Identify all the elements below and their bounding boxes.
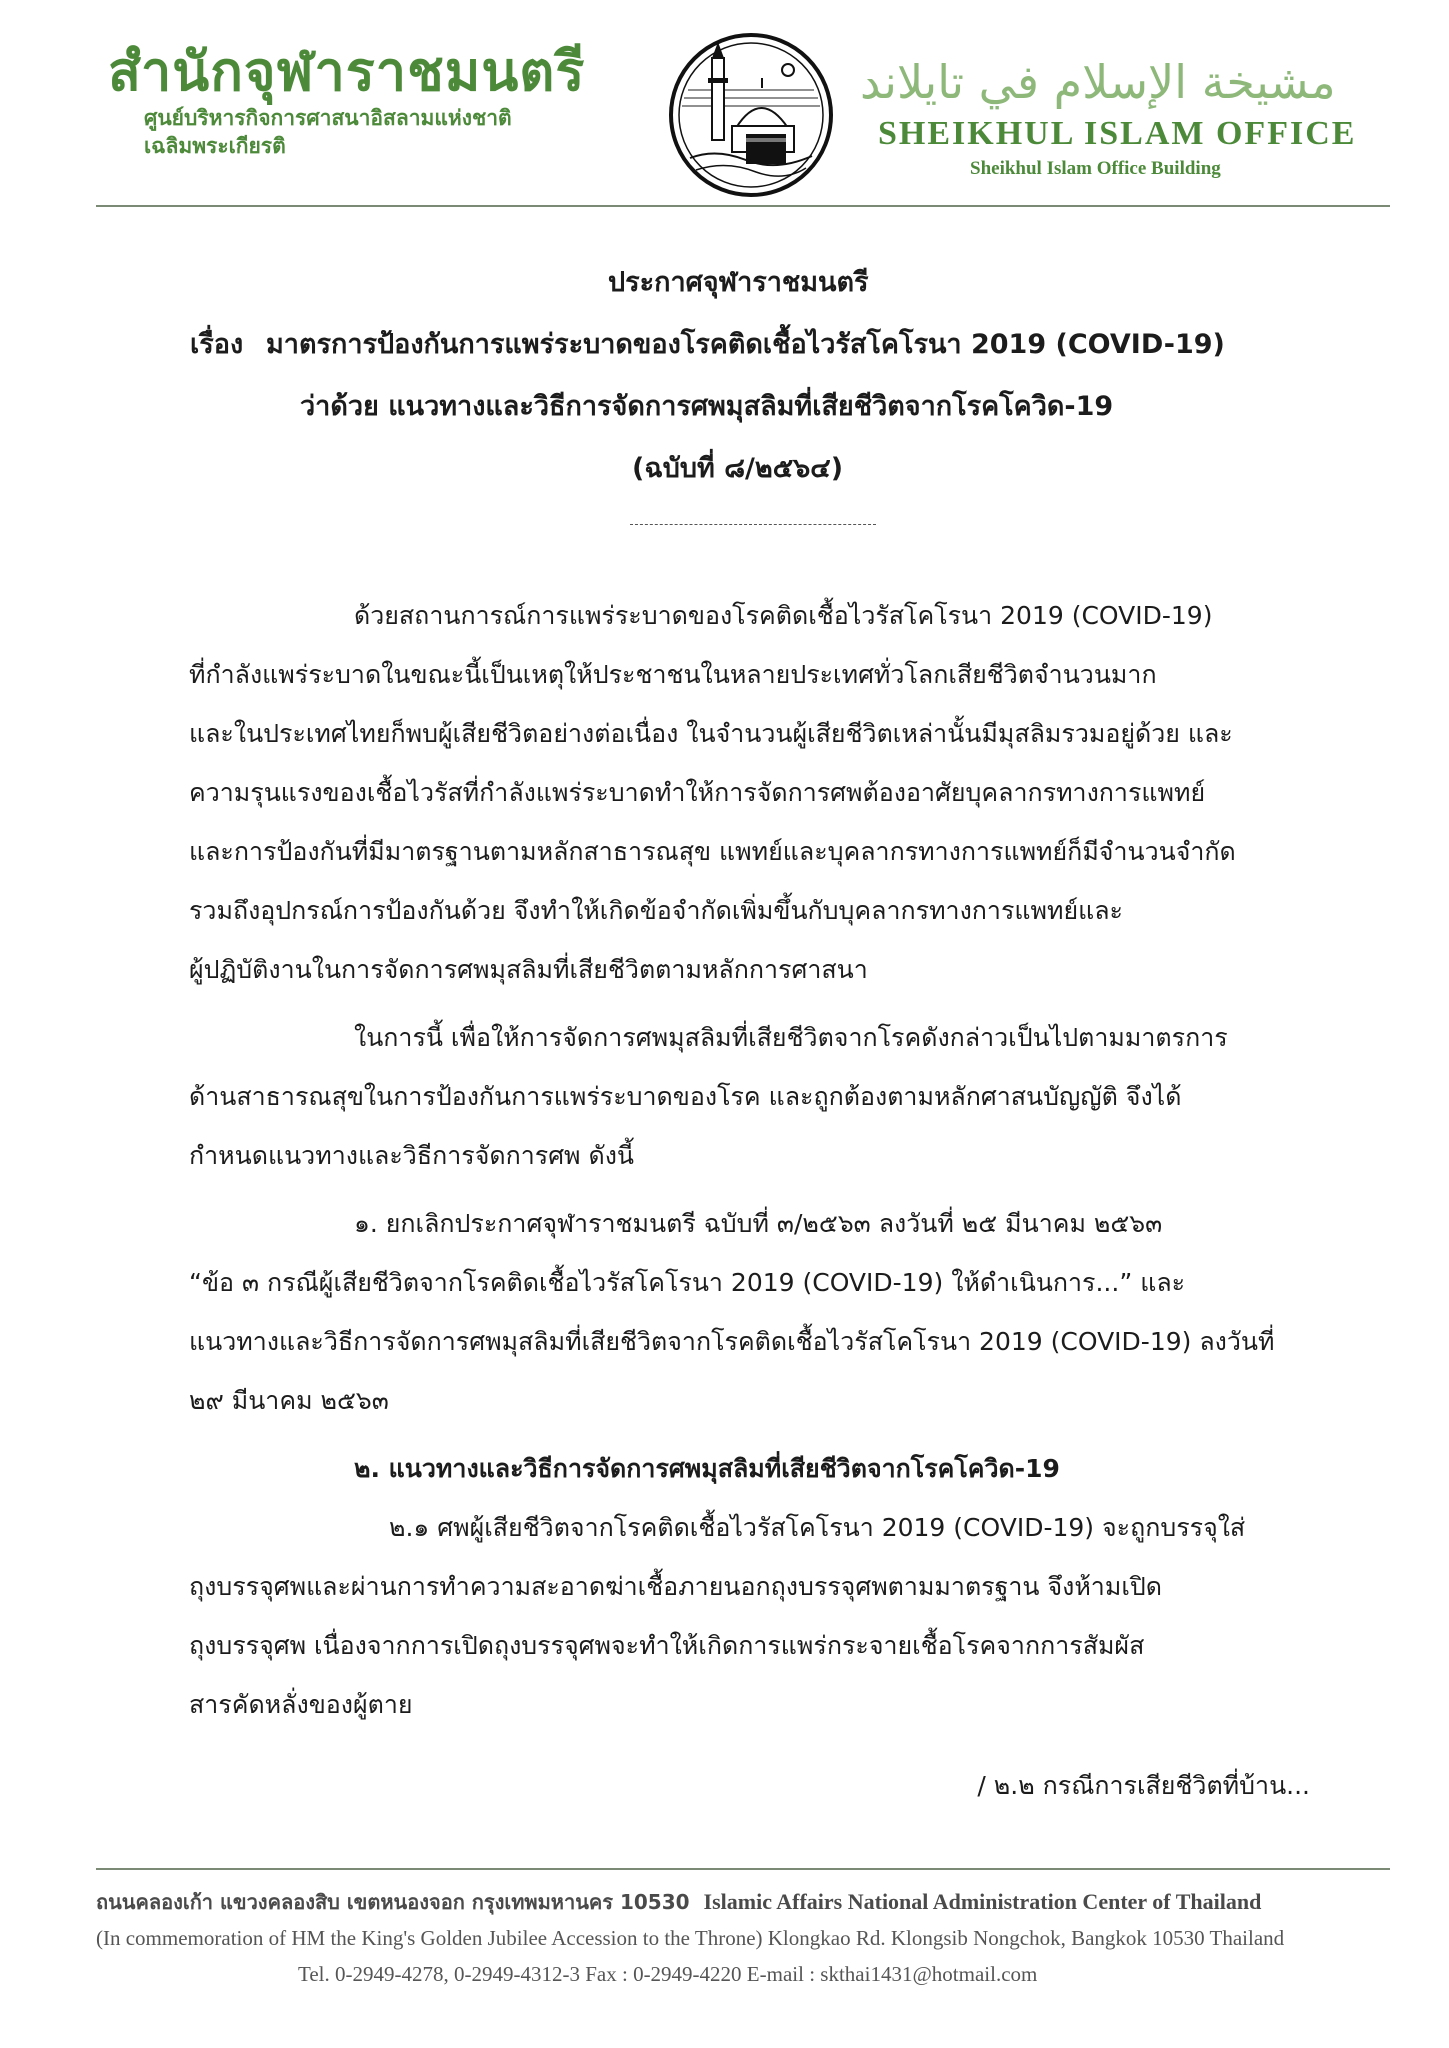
- org-building-english: Sheikhul Islam Office Building: [970, 158, 1221, 179]
- paragraph-line: ผู้ปฏิบัติงานในการจัดการศพมุสลิมที่เสียชีวิตตามหลักการศาสนา: [189, 955, 868, 984]
- title-line-4: (ฉบับที่ ๘/๒๕๖๔): [632, 453, 844, 484]
- title-separator: [630, 524, 876, 525]
- paragraph-line: ด้านสาธารณสุขในการป้องกันการแพร่ระบาดของโรค และถูกต้องตามหลักศาสนบัญญัติ จึงได้: [189, 1082, 1182, 1111]
- letterhead-thai: [108, 40, 668, 160]
- footer-org-english: Islamic Affairs National Administration Center of Thailand: [703, 1889, 1262, 1914]
- subject-text: มาตรการป้องกันการแพร่ระบาดของโรคติดเชื้อไวรัสโคโรนา 2019 (COVID-19): [266, 329, 1225, 360]
- paragraph-line: กำหนดแนวทางและวิธีการจัดการศพ ดังนี้: [189, 1141, 635, 1170]
- footer-divider: [96, 1868, 1390, 1870]
- org-name-english: SHEIKHUL ISLAM OFFICE: [878, 115, 1357, 152]
- footer-address-english: (In commemoration of HM the King's Golden Jubilee Accession to the Throne) Klongkao Rd. Klongsib Nongchok, Bangkok 10530 Thailand: [96, 1926, 1285, 1950]
- mosque-seal-icon: [666, 30, 836, 200]
- paragraph-line: ๒.๑ ศพผู้เสียชีวิตจากโรคติดเชื้อไวรัสโคโรนา 2019 (COVID-19) จะถูกบรรจุใส่: [389, 1513, 1246, 1542]
- header-divider: [96, 205, 1390, 207]
- paragraph-line: และการป้องกันที่มีมาตรฐานตามหลักสาธารณสุข แพทย์และบุคลากรทางการแพทย์ก็มีจำนวนจำกัด: [189, 837, 1236, 866]
- paragraph-line: แนวทางและวิธีการจัดการศพมุสลิมที่เสียชีวิตจากโรคติดเชื้อไวรัสโคโรนา 2019 (COVID-19) ลงวันที่: [189, 1327, 1275, 1356]
- paragraph-line: ถุงบรรจุศพ เนื่องจากการเปิดถุงบรรจุศพจะทำให้เกิดการแพร่กระจายเชื้อโรคจากการสัมผัส: [189, 1631, 1145, 1660]
- org-subtitle-thai-1: ศูนย์บริหารกิจการศาสนาอิสลามแห่งชาติ: [144, 106, 512, 130]
- continued-marker: / ๒.๒ กรณีการเสียชีวิตที่บ้าน...: [977, 1771, 1310, 1800]
- subject-label: เรื่อง: [190, 329, 244, 360]
- paragraph-line: ความรุนแรงของเชื้อไวรัสที่กำลังแพร่ระบาดทำให้การจัดการศพต้องอาศัยบุคลากรทางการแพทย์: [189, 778, 1206, 807]
- footer-contact: Tel. 0-2949-4278, 0-2949-4312-3 Fax : 0-2949-4220 E-mail : skthai1431@hotmail.com: [298, 1962, 1038, 1986]
- paragraph-line: รวมถึงอุปกรณ์การป้องกันด้วย จึงทำให้เกิดข้อจำกัดเพิ่มขึ้นกับบุคลากรทางการแพทย์และ: [189, 896, 1123, 925]
- title-subject-line: [150, 314, 1330, 376]
- paragraph-line: ด้วยสถานการณ์การแพร่ระบาดของโรคติดเชื้อไวรัสโคโรนา 2019 (COVID-19): [354, 601, 1213, 630]
- paragraph-line: “ข้อ ๓ กรณีผู้เสียชีวิตจากโรคติดเชื้อไวรัสโคโรนา 2019 (COVID-19) ให้ดำเนินการ...” และ: [189, 1268, 1186, 1297]
- org-subtitle-thai-2: เฉลิมพระเกียรติ: [144, 134, 286, 158]
- document-body: [189, 586, 1314, 1815]
- paragraph-line: และในประเทศไทยก็พบผู้เสียชีวิตอย่างต่อเนื่อง ในจำนวนผู้เสียชีวิตเหล่านั้นมีมุสลิมรวมอยู่ด้วย และ: [189, 719, 1233, 748]
- paragraph-line: ถุงบรรจุศพและผ่านการทำความสะอาดฆ่าเชื้อภายนอกถุงบรรจุศพตามมาตรฐาน จึงห้ามเปิด: [189, 1572, 1162, 1601]
- paragraph-line: ๒๙ มีนาคม ๒๕๖๓: [189, 1386, 389, 1415]
- paragraph-line: ในการนี้ เพื่อให้การจัดการศพมุสลิมที่เสียชีวิตจากโรคดังกล่าวเป็นไปตามมาตรการ: [354, 1023, 1228, 1052]
- paragraph-line: สารคัดหลั่งของผู้ตาย: [189, 1690, 413, 1719]
- letterhead-english: [860, 50, 1380, 184]
- paragraph-line: ๑. ยกเลิกประกาศจุฬาราชมนตรี ฉบับที่ ๓/๒๕๖๓ ลงวันที่ ๒๕ มีนาคม ๒๕๖๓: [354, 1209, 1163, 1238]
- footer-address-line: [96, 1884, 1390, 1920]
- title-line-1: ประกาศจุฬาราชมนตรี: [608, 267, 869, 298]
- title-line-3: ว่าด้วย แนวทางและวิธีการจัดการศพมุสลิมที่เสียชีวิตจากโรคโควิด-19: [300, 391, 1114, 422]
- org-name-arabic: مشيخة الإسلام في تايلاند: [860, 55, 1336, 109]
- announcement-title: [150, 252, 1330, 500]
- paragraph-line: ที่กำลังแพร่ระบาดในขณะนี้เป็นเหตุให้ประชาชนในหลายประเทศทั่วโลกเสียชีวิตจำนวนมาก: [189, 660, 1157, 689]
- footer: [96, 1884, 1390, 1992]
- org-name-thai: สำนักจุฬาราชมนตรี: [108, 40, 586, 103]
- section-heading: ๒. แนวทางและวิธีการจัดการศพมุสลิมที่เสียชีวิตจากโรคโควิด-19: [354, 1454, 1060, 1483]
- footer-address-thai: ถนนคลองเก้า แขวงคลองสิบ เขตหนองจอก กรุงเทพมหานคร 10530: [96, 1890, 690, 1914]
